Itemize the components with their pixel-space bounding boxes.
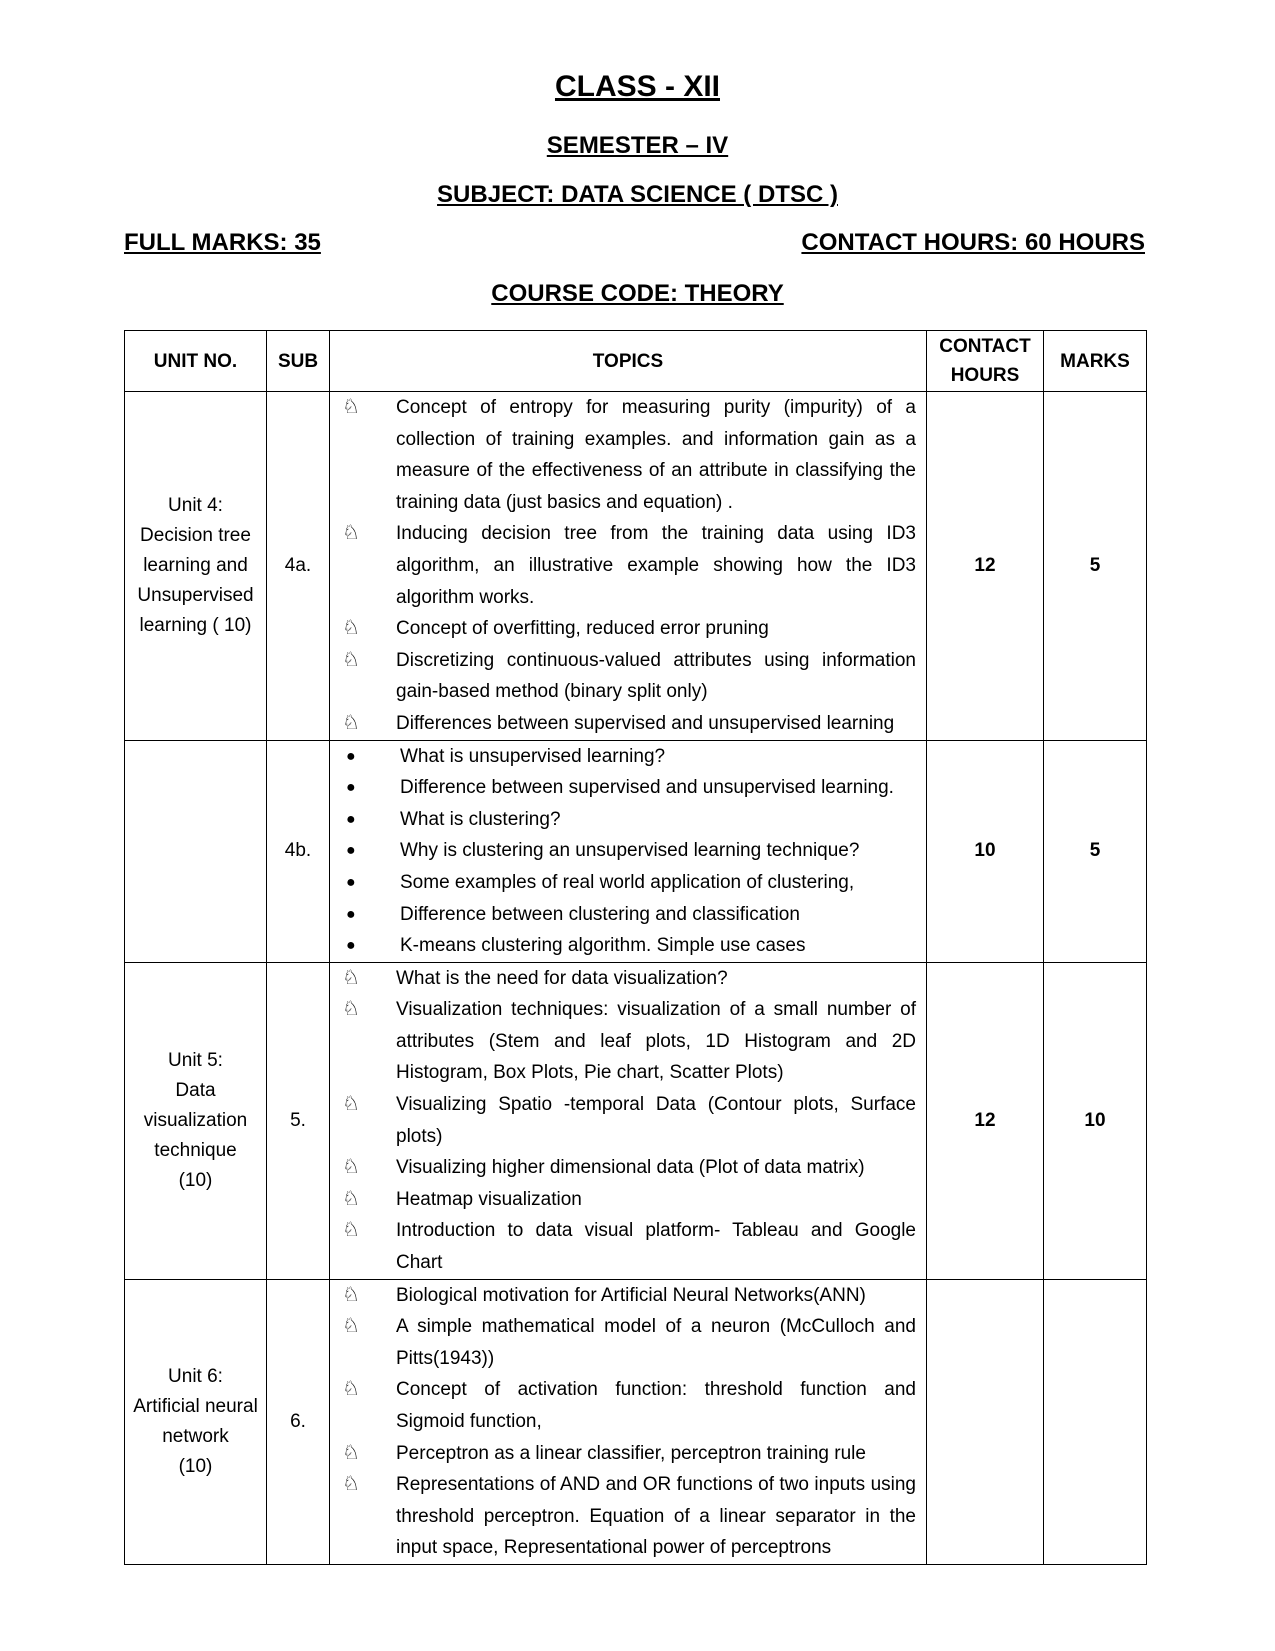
unit-cell: Unit 5: Data visualization technique (10) (125, 962, 267, 1279)
bullet-dot-icon: ● (346, 747, 356, 765)
contact-hours-cell: 12 (927, 392, 1044, 741)
bullet-knight-icon: ♘ (342, 998, 360, 1021)
topic-item (342, 741, 916, 773)
bullet-knight-icon: ♘ (342, 1378, 360, 1401)
topic-text: Visualization techniques: visualization of a small number of attributes (Stem and leaf plots, 1D Histogram and 2D Histogram, Box Plots, Pie chart, Scatter Plots) (396, 999, 916, 1084)
bullet-knight-icon: ♘ (342, 1219, 360, 1242)
topic-item (342, 1152, 916, 1184)
col-marks: MARKS (1044, 331, 1147, 392)
topic-text: Visualizing higher dimensional data (Plot of data matrix) (396, 1157, 865, 1179)
col-unit-no: UNIT NO. (125, 331, 267, 392)
bullet-dot-icon: ● (346, 937, 356, 955)
topic-item (342, 1089, 916, 1152)
contact-hours-cell: 12 (927, 962, 1044, 1279)
topics-cell (330, 1279, 927, 1564)
topic-text: Concept of activation function: threshold function and Sigmoid function, (396, 1379, 916, 1432)
topic-item (342, 1374, 916, 1437)
topic-text: What is clustering? (400, 808, 561, 830)
col-contact-hours: CONTACT HOURS (927, 331, 1044, 392)
topic-item (342, 518, 916, 613)
bullet-knight-icon: ♘ (342, 1283, 360, 1306)
topic-item (342, 899, 916, 931)
topic-text: Biological motivation for Artificial Neural Networks(ANN) (396, 1284, 866, 1306)
topic-item (342, 392, 916, 518)
subject-title: SUBJECT: DATA SCIENCE ( DTSC ) (437, 181, 838, 208)
table-row (125, 1279, 1147, 1564)
topic-text: What is unsupervised learning? (400, 745, 666, 767)
topic-text: Difference between clustering and classification (400, 903, 800, 925)
topic-text: Why is clustering an unsupervised learning technique? (400, 840, 860, 862)
topic-text: Concept of entropy for measuring purity (impurity) of a collection of training examples. and information gain as a measure of the effectiveness of an attribute in classifying the training data (just basics and equation) . (396, 397, 916, 513)
topic-text: A simple mathematical model of a neuron (McCulloch and Pitts(1943)) (396, 1316, 916, 1369)
marks-cell: 5 (1044, 740, 1147, 962)
marks-cell: 5 (1044, 392, 1147, 741)
topic-text: Heatmap visualization (396, 1188, 582, 1210)
bullet-dot-icon: ● (346, 779, 356, 797)
topic-item (342, 1184, 916, 1216)
bullet-knight-icon: ♘ (342, 617, 360, 640)
topic-list (342, 1280, 916, 1564)
topics-cell (330, 962, 927, 1279)
unit-cell: Unit 4: Decision tree learning and Unsupervised learning ( 10) (125, 392, 267, 741)
sub-cell: 6. (267, 1279, 330, 1564)
bullet-dot-icon: ● (346, 842, 356, 860)
course-code: COURSE CODE: THEORY (491, 280, 784, 307)
topic-item (342, 708, 916, 740)
topic-item (342, 645, 916, 708)
marks-cell (1044, 1279, 1147, 1564)
topic-text: What is the need for data visualization? (396, 967, 728, 989)
topic-text: Inducing decision tree from the training data using ID3 algorithm, an illustrative example showing how the ID3 algorithm works. (396, 523, 916, 608)
table-row (125, 962, 1147, 1279)
bullet-knight-icon: ♘ (342, 1187, 360, 1210)
topic-text: K-means clustering algorithm. Simple use cases (400, 935, 806, 957)
bullet-knight-icon: ♘ (342, 1315, 360, 1338)
table-header-row (125, 331, 1147, 392)
topic-item (342, 1280, 916, 1312)
topic-text: Some examples of real world application of clustering, (400, 871, 855, 893)
topic-item (342, 804, 916, 836)
sub-cell: 5. (267, 962, 330, 1279)
topic-item (342, 994, 916, 1089)
topic-item (342, 1438, 916, 1470)
col-sub: SUB (267, 331, 330, 392)
bullet-knight-icon: ♘ (342, 396, 360, 418)
topic-list (342, 741, 916, 962)
bullet-dot-icon: ● (346, 873, 356, 891)
sub-cell: 4b. (267, 740, 330, 962)
bullet-knight-icon: ♘ (342, 1093, 360, 1116)
topic-item (342, 1311, 916, 1374)
topic-item (342, 963, 916, 995)
marks-cell: 10 (1044, 962, 1147, 1279)
topic-item (342, 1469, 916, 1564)
bullet-knight-icon: ♘ (342, 648, 360, 671)
topic-text: Visualizing Spatio -temporal Data (Contour plots, Surface plots) (396, 1094, 916, 1147)
class-title: CLASS - XII (554, 70, 720, 103)
topic-item (342, 772, 916, 804)
unit-cell: Unit 6: Artificial neural network (10) (125, 1279, 267, 1564)
col-topics: TOPICS (330, 331, 927, 392)
topic-text: Difference between supervised and unsupervised learning. (400, 777, 894, 799)
contact-hours-total: CONTACT HOURS: 60 HOURS (801, 229, 1145, 256)
topic-item (342, 930, 916, 962)
full-marks: FULL MARKS: 35 (124, 229, 321, 256)
contact-hours-cell: 10 (927, 740, 1044, 962)
bullet-knight-icon: ♘ (342, 711, 360, 734)
bullet-knight-icon: ♘ (342, 522, 360, 545)
topic-text: Discretizing continuous-valued attributes using information gain-based method (binary split only) (396, 649, 916, 703)
syllabus-table (124, 330, 1147, 1565)
semester-title: SEMESTER – IV (546, 132, 729, 159)
bullet-knight-icon: ♘ (342, 1473, 360, 1496)
topic-list (342, 392, 916, 740)
topic-list (342, 963, 916, 1279)
topics-cell (330, 740, 927, 962)
table-row (125, 392, 1147, 741)
bullet-dot-icon: ● (346, 905, 356, 923)
table-row (125, 740, 1147, 962)
bullet-knight-icon: ♘ (342, 966, 360, 989)
topic-item (342, 1215, 916, 1278)
bullet-knight-icon: ♘ (342, 1441, 360, 1464)
topic-item (342, 613, 916, 645)
topic-item (342, 867, 916, 899)
topic-text: Representations of AND and OR functions of two inputs using threshold perceptron. Equation of a linear separator in the input space, Representational power of perceptrons (396, 1474, 916, 1559)
topic-text: Concept of overfitting, reduced error pruning (396, 618, 769, 640)
bullet-dot-icon: ● (346, 810, 356, 828)
topic-text: Differences between supervised and unsupervised learning (396, 712, 895, 734)
unit-cell (125, 740, 267, 962)
topic-text: Introduction to data visual platform- Tableau and Google Chart (396, 1220, 916, 1274)
topic-item (342, 835, 916, 867)
topic-text: Perceptron as a linear classifier, perceptron training rule (396, 1442, 866, 1464)
topics-cell (330, 392, 927, 741)
sub-cell: 4a. (267, 392, 330, 741)
contact-hours-cell (927, 1279, 1044, 1564)
bullet-knight-icon: ♘ (342, 1156, 360, 1179)
